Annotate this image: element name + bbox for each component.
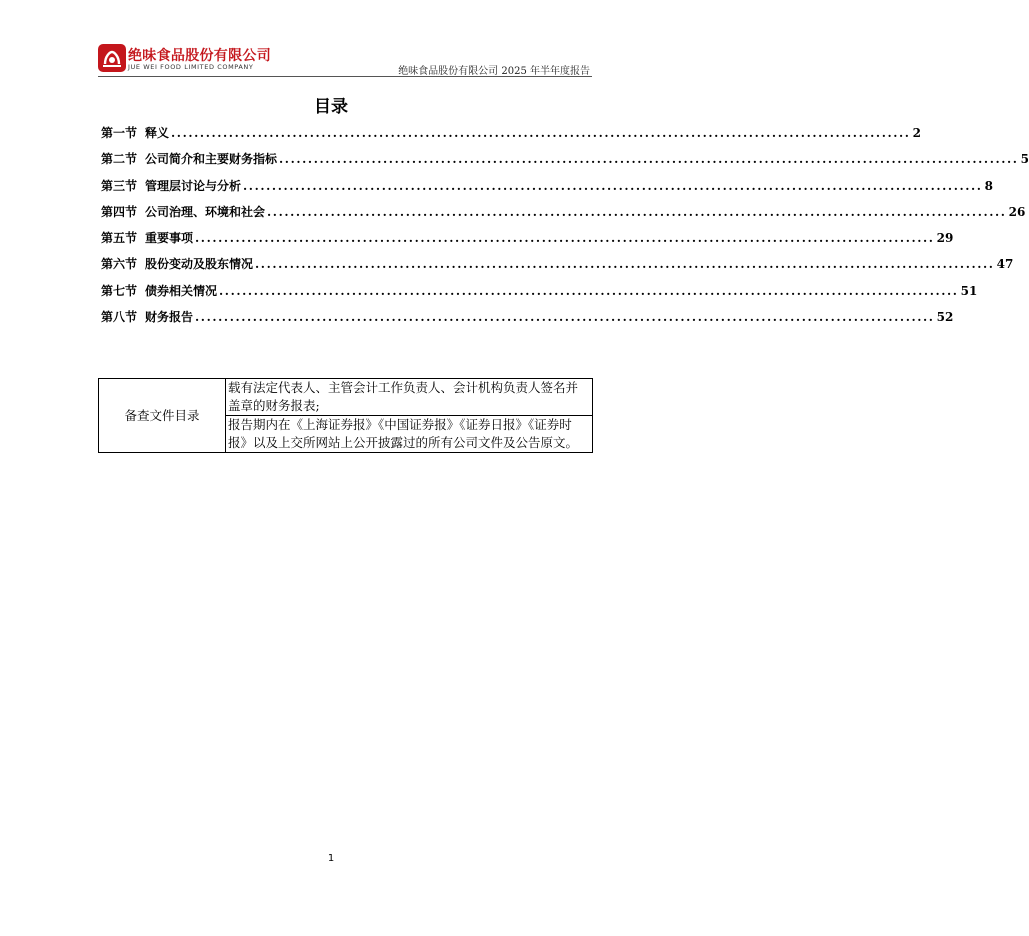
toc-title: 目录 <box>314 97 348 117</box>
toc-section: 第五节 <box>101 231 138 246</box>
toc-page: 51 <box>960 283 978 298</box>
toc-leader: ................................................................................................................................ <box>219 283 959 298</box>
toc-page: 26 <box>1008 204 1026 219</box>
toc-name: 重要事项 <box>145 231 194 246</box>
toc-leader: ................................................................................................................................ <box>255 257 995 272</box>
page-number: 1 <box>327 853 335 864</box>
toc-name: 释义 <box>145 126 170 140</box>
toc-page: 2 <box>912 126 921 140</box>
toc-page: 52 <box>936 310 954 325</box>
toc-item-6[interactable] <box>101 255 1014 281</box>
toc-name: 债券相关情况 <box>145 283 218 298</box>
toc-leader: ................................................................................................................................ <box>195 231 935 246</box>
toc-section: 第七节 <box>101 283 138 298</box>
toc-name: 公司简介和主要财务指标 <box>145 152 278 167</box>
logo-company-name-en: JUE WEI FOOD LIMITED COMPANY <box>128 63 254 71</box>
toc-section: 第八节 <box>101 310 138 325</box>
header-divider <box>98 76 592 77</box>
toc-name: 管理层讨论与分析 <box>145 178 242 193</box>
toc-item-7[interactable] <box>101 282 978 308</box>
toc-leader: ................................................................................................................................ <box>267 204 1007 219</box>
toc-item-3[interactable] <box>101 177 993 203</box>
toc-section: 第六节 <box>101 257 138 272</box>
toc-section: 第四节 <box>101 204 138 219</box>
reference-documents-table <box>98 378 593 453</box>
page-header <box>98 44 592 76</box>
toc-name: 公司治理、环境和社会 <box>145 204 266 219</box>
toc-item-5[interactable] <box>101 229 954 255</box>
logo-company-name: 绝味食品股份有限公司 <box>128 48 271 64</box>
toc-item-1[interactable] <box>101 124 921 150</box>
report-title: 绝味食品股份有限公司 2025 年半年度报告 <box>398 66 590 77</box>
toc-leader: ................................................................................................................................ <box>243 178 983 193</box>
reference-doc-item: 载有法定代表人、主管会计工作负责人、会计机构负责人签名并盖章的财务报表; <box>226 379 593 416</box>
table-of-contents <box>101 124 1029 334</box>
reference-doc-item: 报告期内在《上海证券报》《中国证券报》《证券日报》《证券时报》以及上交所网站上公开披露过的所有公司文件及公告原文。 <box>226 416 593 453</box>
toc-item-2[interactable] <box>101 150 1029 176</box>
toc-page: 8 <box>984 178 993 193</box>
toc-name: 股份变动及股东情况 <box>145 257 254 272</box>
company-logo-icon <box>98 44 126 72</box>
table-row <box>99 379 593 416</box>
toc-section: 第一节 <box>101 126 138 140</box>
toc-page: 29 <box>936 231 954 246</box>
toc-item-8[interactable] <box>101 308 954 334</box>
toc-leader: ................................................................................................................................ <box>279 152 1019 167</box>
toc-name: 财务报告 <box>145 310 194 325</box>
toc-section: 第三节 <box>101 178 138 193</box>
toc-leader: ................................................................................................................................ <box>171 126 911 140</box>
toc-page: 47 <box>996 257 1014 272</box>
toc-leader: ................................................................................................................................ <box>195 310 935 325</box>
reference-docs-label: 备查文件目录 <box>99 379 226 453</box>
toc-page: 5 <box>1020 152 1029 167</box>
toc-item-4[interactable] <box>101 203 1026 229</box>
toc-section: 第二节 <box>101 152 138 167</box>
